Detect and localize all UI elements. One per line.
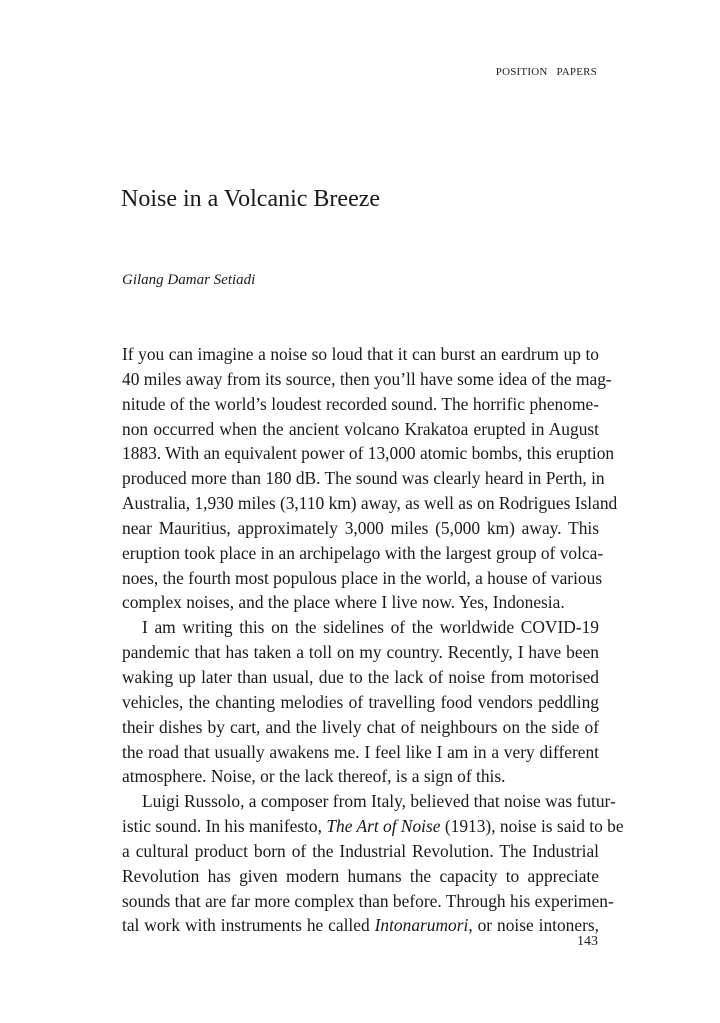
paragraph-3 [122,789,624,938]
text-line: Luigi Russolo, a composer from Italy, believed that noise was futur- [142,791,616,812]
text-line: near Mauritius, approximately 3,000 miles (5,000 km) away. This [122,517,599,538]
text-line: eruption took place in an archipelago with the largest group of volca- [122,542,604,563]
article-title: Noise in a Volcanic Breeze [121,186,381,212]
text-line: their dishes by cart, and the lively chat of neighbours on the side of [122,716,599,737]
text-line: atmosphere. Noise, or the lack thereof, is a sign of this. [122,766,506,787]
text-line: Revolution has given modern humans the capacity to appreciate [122,865,599,886]
running-head: POSITION PAPERS [495,66,597,78]
text-run: istic sound. In his manifesto, [122,816,327,837]
paragraph-2 [122,615,599,789]
text-line-with-italic [122,913,599,938]
text-run: , or noise intoners, [468,915,599,936]
text-line: Australia, 1,930 miles (3,110 km) away, as well as on Rodrigues Island [122,493,618,514]
text-line: pandemic that has taken a toll on my country. Recently, I have been [122,642,599,663]
text-line: a cultural product born of the Industrial Revolution. The Industrial [122,840,599,861]
text-line: waking up later than usual, due to the lack of noise from motorised [122,666,599,687]
instrument-name-italic: Intonarumori [374,915,469,936]
book-title-italic: The Art of Noise [326,816,441,837]
article-body [122,342,624,938]
text-line: 40 miles away from its source, then you’ll have some idea of the mag- [122,368,612,389]
text-line: vehicles, the chanting melodies of travelling food vendors peddling [122,691,599,712]
text-line: nitude of the world’s loudest recorded sound. The horrific phenome- [122,393,599,414]
text-line: I am writing this on the sidelines of the worldwide COVID-19 [142,617,599,638]
text-line: 1883. With an equivalent power of 13,000 atomic bombs, this eruption [122,443,615,464]
author-name: Gilang Damar Setiadi [122,272,256,288]
text-line: non occurred when the ancient volcano Krakatoa erupted in August [122,418,599,439]
text-line: complex noises, and the place where I live now. Yes, Indonesia. [122,592,565,613]
text-run: (1913), noise is said to be [440,816,624,837]
text-line-with-italic [122,814,624,839]
text-run: tal work with instruments he called [122,915,375,936]
text-line: the road that usually awakens me. I feel like I am in a very different [122,741,599,762]
page-number: 143 [577,934,598,949]
paragraph-1 [122,342,618,615]
text-line: If you can imagine a noise so loud that it can burst an eardrum up to [122,344,599,364]
text-line: sounds that are far more complex than before. Through his experimen- [122,890,614,911]
text-line: noes, the fourth most populous place in the world, a house of various [122,567,603,588]
text-line: produced more than 180 dB. The sound was clearly heard in Perth, in [122,468,605,489]
